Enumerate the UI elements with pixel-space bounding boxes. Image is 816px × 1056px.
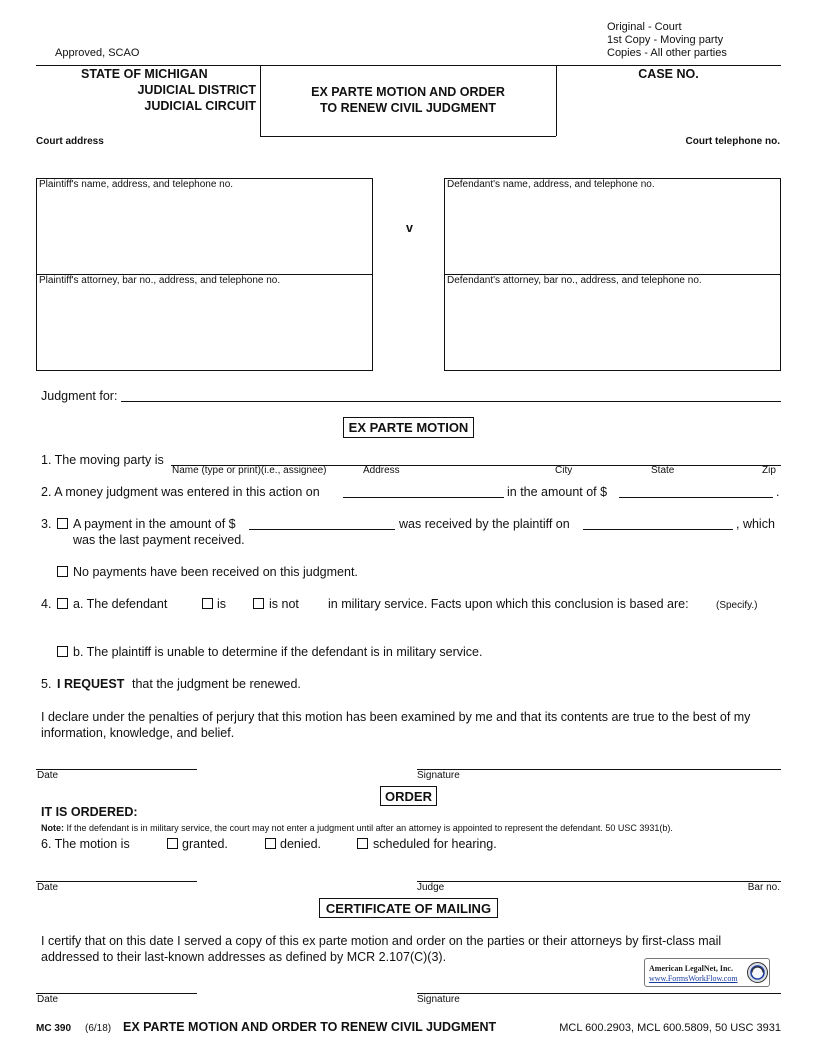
item4a-checkbox[interactable] — [57, 598, 68, 609]
court-address-label: Court address — [36, 136, 104, 147]
is-label: is — [217, 597, 227, 611]
zip-sublabel: Zip — [762, 465, 776, 476]
judgment-for-field[interactable] — [121, 401, 781, 402]
city-sublabel: City — [555, 465, 573, 476]
item5-rest: that the judgment be renewed. — [132, 677, 301, 691]
judgment-date-field[interactable] — [343, 497, 504, 498]
granted-checkbox[interactable] — [167, 838, 178, 849]
bar-no-label: Bar no. — [747, 882, 780, 893]
specify-label: (Specify.) — [716, 600, 758, 611]
judge-label: Judge — [417, 882, 445, 893]
i-request-label: I REQUEST — [57, 677, 125, 691]
distribution-first-copy: 1st Copy - Moving party — [607, 34, 724, 46]
is-not-label: is not — [269, 597, 299, 611]
is-military-checkbox[interactable] — [202, 598, 213, 609]
motion-date-field[interactable] — [36, 769, 197, 770]
no-payments-checkbox[interactable] — [57, 566, 68, 577]
declaration-text: I declare under the penalties of perjury that this motion has been examined by me and that its contents are true to the best of my information, knowledge, and belief. — [41, 710, 751, 740]
note-label: Note: — [41, 823, 64, 833]
judgment-amount-field[interactable] — [619, 497, 773, 498]
denied-checkbox[interactable] — [265, 838, 276, 849]
scheduled-checkbox[interactable] — [357, 838, 368, 849]
it-is-ordered-label: IT IS ORDERED: — [41, 805, 138, 819]
form-revision: (6/18) — [85, 1023, 112, 1034]
last-payment-checkbox[interactable] — [57, 518, 68, 529]
approved-label: Approved, SCAO — [55, 47, 140, 59]
form-title-line2: TO RENEW CIVIL JUDGMENT — [320, 101, 496, 115]
state-label: STATE OF MICHIGAN — [81, 67, 208, 81]
item3-received-label: was received by the plaintiff on — [399, 517, 570, 531]
address-sublabel: Address — [363, 465, 400, 476]
name-sublabel: Name (type or print)(i.e., assignee) — [172, 465, 327, 476]
judicial-circuit-label: JUDICIAL CIRCUIT — [144, 99, 256, 113]
item4a-label: a. The defendant — [73, 597, 168, 611]
item4-facts-label: in military service. Facts upon which this conclusion is based are: — [328, 597, 689, 611]
motion-signature-label: Signature — [417, 770, 460, 781]
defendant-attorney-label: Defendant's attorney, bar no., address, and telephone no. — [447, 275, 702, 286]
mailing-signature-label: Signature — [417, 994, 460, 1005]
versus-label: v — [406, 221, 413, 235]
item3-number: 3. — [41, 517, 52, 531]
mailing-date-field[interactable] — [36, 993, 197, 994]
scheduled-label: scheduled for hearing. — [373, 837, 497, 851]
motion-signature-field[interactable] — [417, 769, 781, 770]
item5-number: 5. — [41, 677, 52, 691]
logo-url: www.FormsWorkFlow.com — [649, 974, 738, 983]
footer-title: EX PARTE MOTION AND ORDER TO RENEW CIVIL JUDGMENT — [123, 1020, 497, 1034]
item4b-label: b. The plaintiff is unable to determine if the defendant is in military service. — [73, 645, 483, 659]
judicial-district-label: JUDICIAL DISTRICT — [137, 83, 256, 97]
payment-amount-field[interactable] — [249, 529, 395, 530]
no-payments-label: No payments have been received on this judgment. — [73, 565, 358, 579]
judgment-for-label: Judgment for: — [41, 389, 118, 403]
item4b-checkbox[interactable] — [57, 646, 68, 657]
plaintiff-attorney-label: Plaintiff's attorney, bar no., address, and telephone no. — [39, 275, 281, 286]
case-no-label: CASE NO. — [638, 67, 699, 81]
item3-which: , which — [736, 517, 775, 531]
form-number: MC 390 — [36, 1023, 72, 1034]
motion-date-label: Date — [37, 770, 59, 781]
item3-payment-label: A payment in the amount of $ — [73, 517, 236, 531]
military-note — [41, 823, 673, 833]
mailing-signature-field[interactable] — [417, 993, 781, 994]
item2-amount-label: in the amount of $ — [507, 485, 608, 499]
globe-icon — [746, 961, 769, 984]
ex-parte-motion-heading: EX PARTE MOTION — [343, 417, 474, 438]
order-date-label: Date — [37, 882, 59, 893]
logo-company: American LegalNet, Inc. — [649, 964, 733, 973]
order-date-field[interactable] — [36, 881, 197, 882]
denied-label: denied. — [280, 837, 322, 851]
defendant-label: Defendant's name, address, and telephone no. — [447, 179, 655, 190]
footer-citations: MCL 600.2903, MCL 600.5809, 50 USC 3931 — [559, 1022, 781, 1034]
note-text: If the defendant is in military service, the court may not enter a judgment until after an attorney is appointed to represent the defendant. 50 USC 3931(b). — [66, 823, 673, 833]
certificate-heading: CERTIFICATE OF MAILING — [319, 898, 498, 918]
item2-label: 2. A money judgment was entered in this action on — [41, 485, 320, 499]
distribution-copies: Copies - All other parties — [607, 47, 727, 59]
plaintiff-label: Plaintiff's name, address, and telephone no. — [39, 179, 234, 190]
mailing-date-label: Date — [37, 994, 59, 1005]
american-legalnet-logo — [644, 958, 770, 987]
payment-date-field[interactable] — [583, 529, 733, 530]
item4-number: 4. — [41, 597, 52, 611]
item3-last-payment: was the last payment received. — [73, 533, 245, 547]
is-not-military-checkbox[interactable] — [253, 598, 264, 609]
item6-label: 6. The motion is — [41, 837, 130, 851]
order-heading: ORDER — [380, 786, 437, 806]
distribution-original: Original - Court — [607, 21, 682, 33]
state-sublabel: State — [651, 465, 675, 476]
court-phone-label: Court telephone no. — [685, 136, 780, 147]
item1-label: 1. The moving party is — [41, 453, 164, 467]
granted-label: granted. — [182, 837, 228, 851]
certificate-text: I certify that on this date I served a copy of this ex parte motion and order on the parties or their attorneys by first-class mail addressed to their last-known addresses as defined by MCR 2.107(C)(3). — [41, 934, 722, 964]
form-title-line1: EX PARTE MOTION AND ORDER — [311, 85, 505, 99]
item2-period: . — [776, 485, 780, 499]
